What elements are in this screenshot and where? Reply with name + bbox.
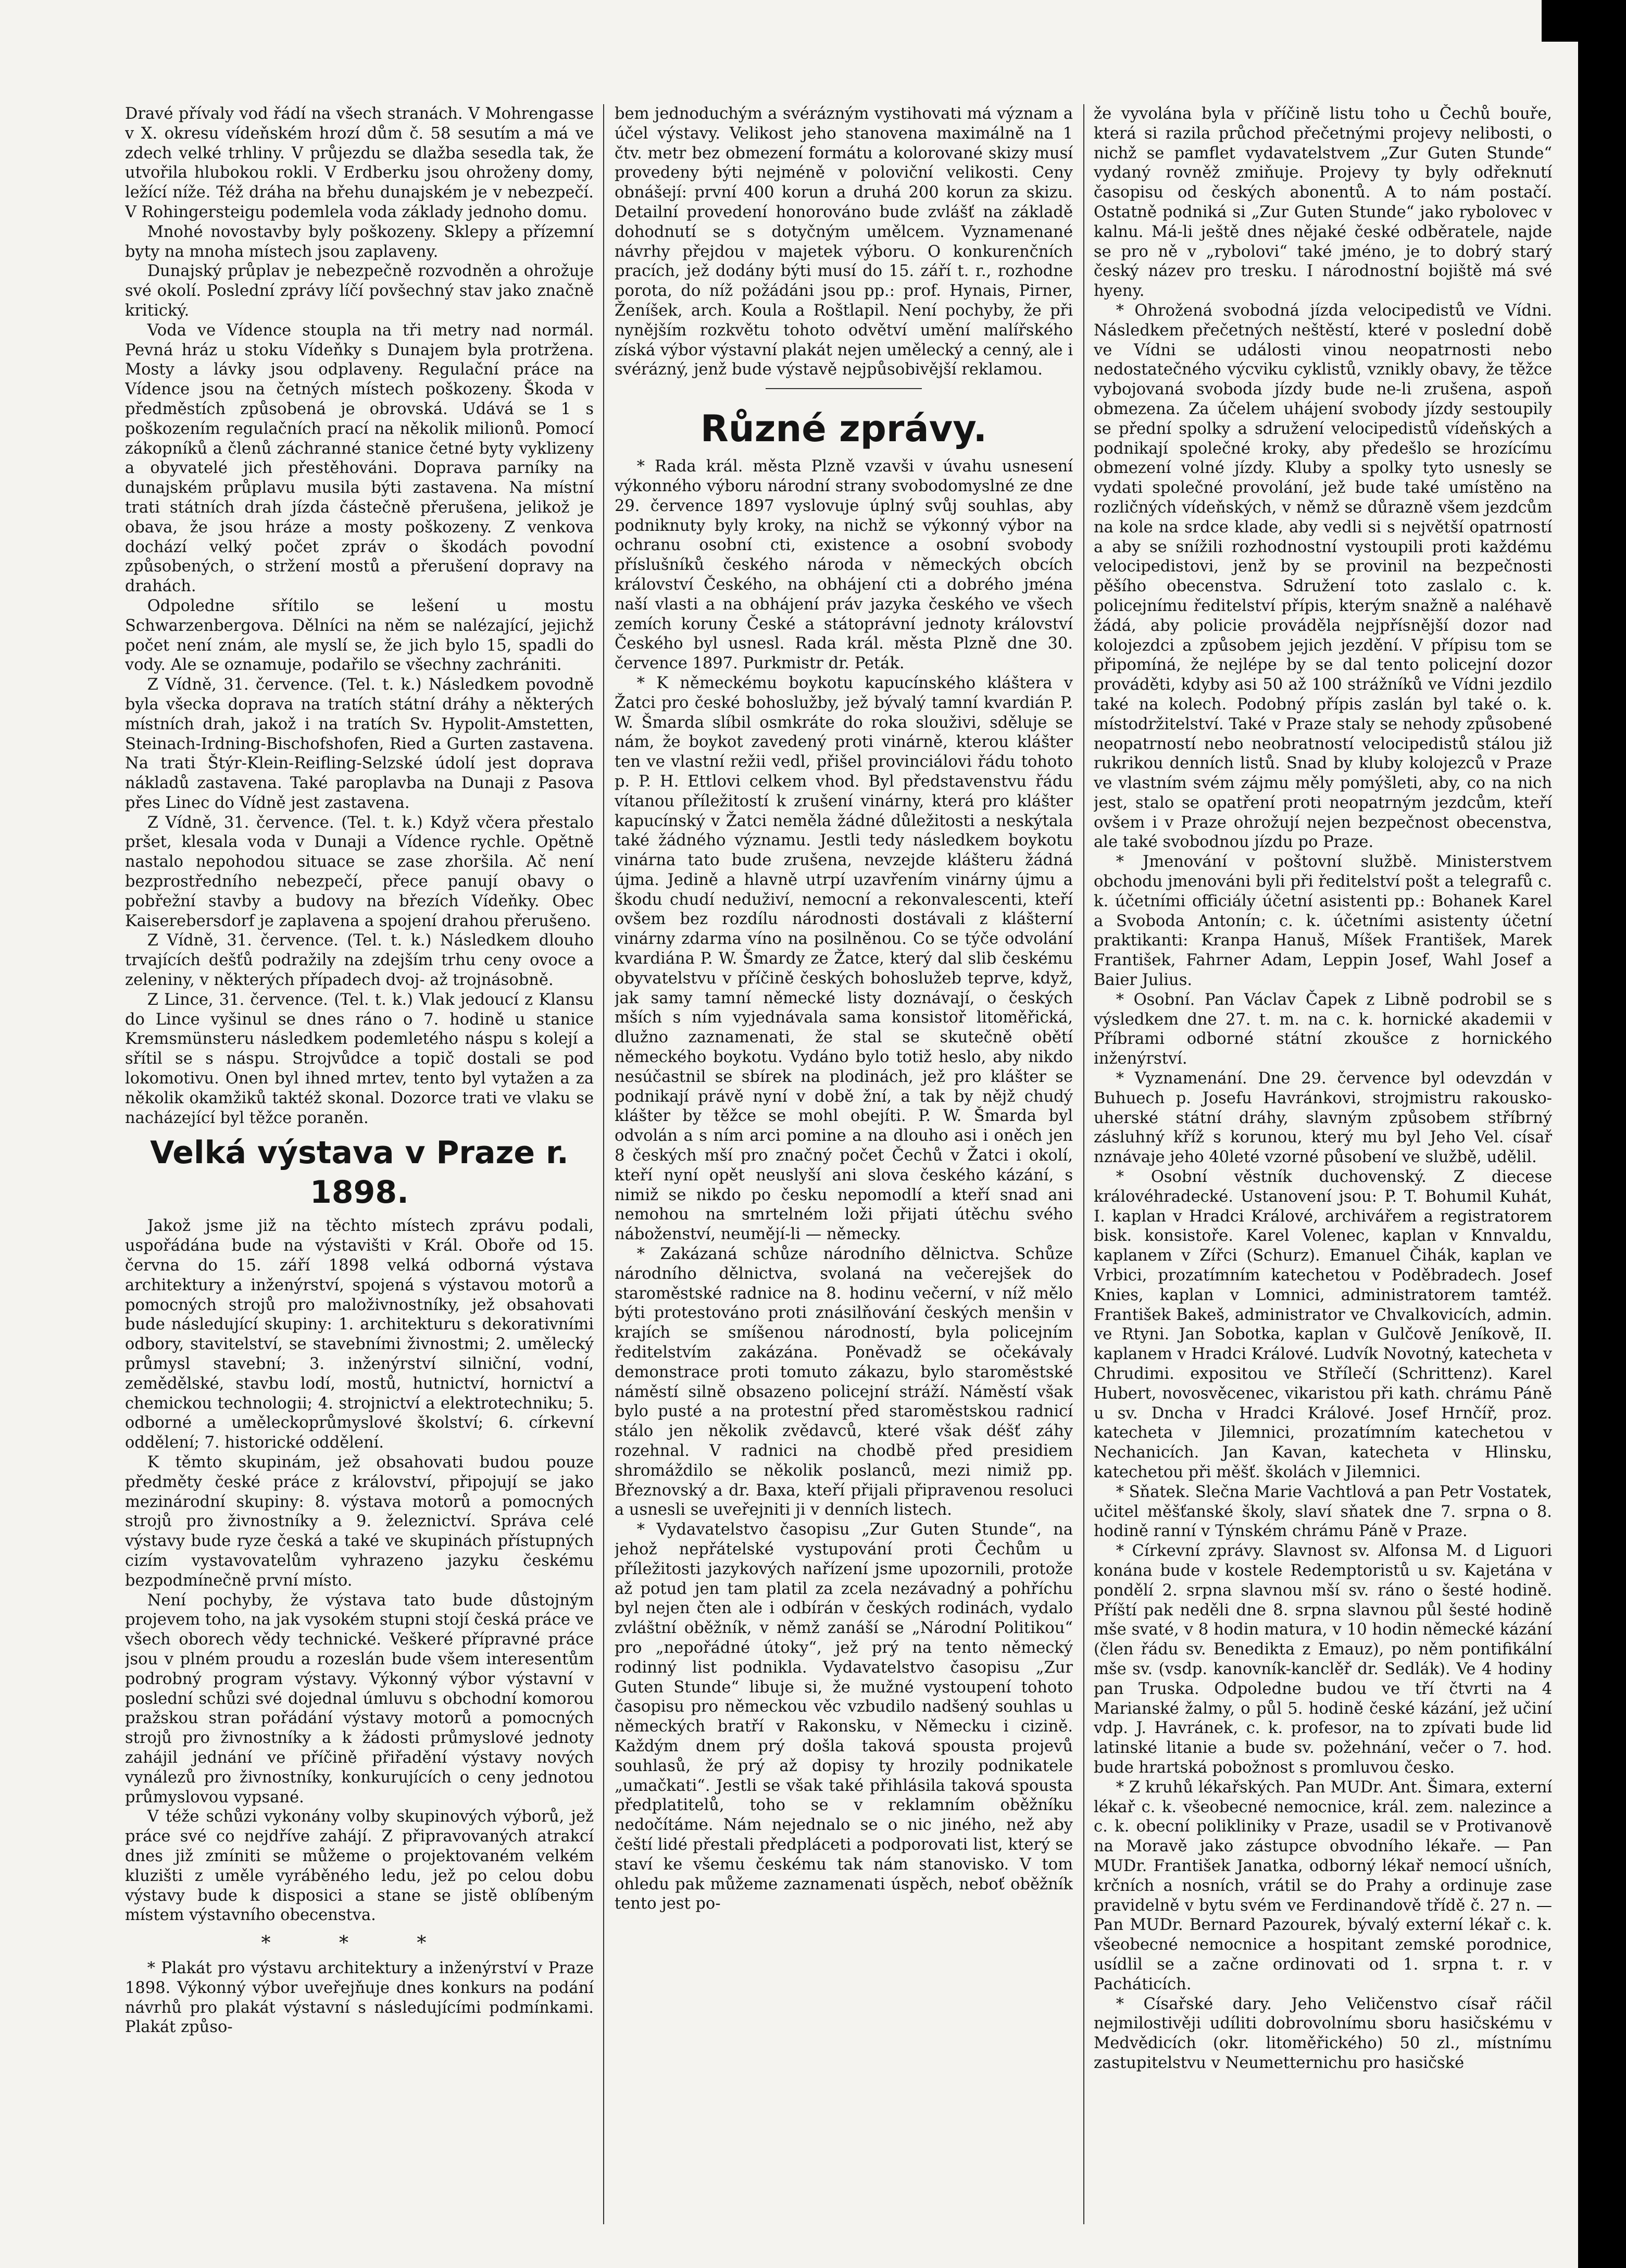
news-item: * Jmenování v poštovní službě. Ministerstvem obchodu jmenováni byli při ředitelství pošt a telegrafů c. k. účetními officiály účetní asistenti pp.: Bohanek Karel a Svoboda Antonín; c. k. účetními asistenty účetní praktikanti: Kranpa Hanuš, Míšek František, Marek František, Fahrner Adam, Leppin Josef, Wahl Josef a Baier Julius.: [1094, 853, 1552, 990]
article-paragraph: Mnohé novostavby byly poškozeny. Sklepy a přízemní byty na mnoha místech jsou zaplaveny.: [125, 222, 594, 261]
article-paragraph: * Plakát pro výstavu architektury a inženýrství v Praze 1898. Výkonný výbor uveřejňuje dnes konkurs na podání návrhů pro plakát výstavní s následujícími podmínkami. Plakát způso-: [125, 1959, 594, 2037]
article-paragraph: Z Vídně, 31. července. (Tel. t. k.) Když včera přestalo pršet, klesala voda v Dunaji a Vídence rychle. Opětně nastalo nepohodou situace se zase zhoršila. Ač není bezprostředního nebezpečí, přece panují obavy o pobřežní stavby a budovy na březích Vídeňky. Obec Kaiserebersdorf je zaplavena a spojení drahou přerušeno.: [125, 813, 594, 930]
article-paragraph: Dravé přívaly vod řádí na všech stranách. V Mohrengasse v X. okresu vídeňském hrozí dům č. 58 sesutím a má ve zdech velké trhliny. V průjezdu se dlažba sesedla tak, že utvořila hlubokou rokli. V Erdberku jsou ohroženy domy, ležící níže. Též dráha na břehu dunajském je v nebezpečí. V Rohingersteigu podemlela voda základy jednoho domu.: [125, 105, 594, 221]
article-paragraph: Jakož jsme již na těchto místech zprávu podali, uspořádána bude na výstavišti v Král. Oboře od 15. června do 15. září 1898 velká odborná výstava architektury a inženýrství, spojená s výstavou motorů a pomocných strojů pro maloživnostníky, jež obsahovati bude následující skupiny: 1. architekturu s dekorativními odbory, stavitelství, se stavebními živnostmi; 2. umělecký průmysl stavební; 3. inženýrství silniční, vodní, zemědělské, stavbu lodí, mostů, hutnictví, hornictví a chemickou technologii; 4. strojnictví a elektrotechniku; 5. odborné a uměleckoprůmyslové školství; 6. církevní oddělení; 7. historické oddělení.: [125, 1217, 594, 1452]
section-heading-news: Různé zprávy.: [700, 407, 987, 451]
article-paragraph: K těmto skupinám, jež obsahovati budou pouze předměty české práce z království, připojují se jako mezinárodní skupiny: 8. výstava motorů a pomocných strojů pro živnostníky a 9. železnictví. Správa celé výstavy bude ryze česká a také ve skupinách přístupných cizím vystavovatelům vyhrazeno jazyku českému bezpodmínečně první místo.: [125, 1453, 594, 1590]
news-item: že vyvolána byla v příčině listu toho u Čechů bouře, která si razila průchod přečetnými projevy nelibosti, o nichž se pamflet vydavatelstvem „Zur Guten Stunde“ vydaný rovněž zmiňuje. Projevy ty byly odřeknutí časopisu od českých abonentů. A to nám postačí. Ostatně podniká si „Zur Guten Stunde“ jako rybolovec v kalnu. Má-li ještě dnes nějaké české odběratele, najde se pro ně v „rybolovi“ také jméno, je to dobrý starý český název pro tresku. I národnostní bojiště má své hyeny.: [1094, 105, 1552, 301]
news-item: * Vyznamenání. Dne 29. července byl odevzdán v Buhuech p. Josefu Havránkovi, strojmistru rakousko-uherské státní dráhy, slavným způsobem stříbrný zásluhný kříž s korunou, který mu byl Jeho Vel. císař nznávaje jeho 40leté vzorné působení ve službě, udělil.: [1094, 1069, 1552, 1167]
article-paragraph: Odpoledne sřítilo se lešení u mostu Schwarzenbergova. Dělníci na něm se nalézající, jejichž počet není znám, ale myslí se, že jich bylo 15, spadli do vody. Ale se oznamuje, podařilo se všechny zachrániti.: [125, 596, 594, 675]
article-paragraph: Z Vídně, 31. července. (Tel. t. k.) Následkem dlouho trvajících dešťů podražily na zdejším trhu ceny ovoce a zeleniny, v některých případech dvoj- až trojnásobně.: [125, 931, 594, 990]
news-item: * Zakázaná schůze národního dělnictva. Schůze národního dělnictva, svolaná na večerejšek do staroměstské radnice na 8. hodinu večerní, v níž mělo býti protestováno proti znásilňování českých menšin v krajích se smíšenou národností, byla policejním ředitelstvím zakázána. Poněvadž se očekávaly demonstrace proti tomuto zákazu, bylo staroměstské náměstí silně obsazeno policejní stráží. Náměstí však bylo pusté a na protestní před staroměstskou radnicí stálo jen několik zvědavců, které však déšť záhy rozehnal. V radnici na chodbě před presidiem shromáždilo se několik poslanců, mezi nimiž pp. Březnovský a dr. Baxa, kteří přijali připravenou resoluci a usnesli se uveřejniti ji v denních listech.: [615, 1245, 1073, 1519]
article-paragraph: Z Vídně, 31. července. (Tel. t. k.) Následkem povodně byla všecka doprava na tratích státní dráhy a některých místních drah, jakož i na tratích Sv. Hypolit-Amstetten, Steinach-Irdning-Bischofshofen, Ried a Gurten zastavena. Na trati Štýr-Klein-Reifling-Selzské údolí jest doprava nákladů zastavena. Také paroplavba na Dunaji z Pasova přes Linec do Vídně jest zastavena.: [125, 676, 594, 812]
news-item: * Císařské dary. Jeho Veličenstvo císař ráčil nejmilostivěji udíliti dobrovolnímu sboru hasičskému v Medvědicích (okr. litoměřického) 50 zl., místnímu zastupitelstvu v Neumetternichu pro hasičské: [1094, 1995, 1552, 2072]
article-paragraph: Není pochyby, že výstava tato bude důstojným projevem toho, na jak vysokém stupni stojí česká práce ve všech oborech vědy technické. Veškeré přípravné práce jsou v plném proudu a rozeslán bude všem interesentům podrobný program výstavy. Výkonný výbor výstavní v poslední schůzi své dojednal úmluvu s obchodní komorou pražskou stran pořádání výstavy motorů a pomocných strojů pro živnostníky a k žádosti průmyslové jednoty zahájil jednání ve příčině přiřadění výstavy nových vynálezů pro živnostníky, konkurujících o ceny jednotou průmyslovou vypsané.: [125, 1591, 594, 1806]
article-paragraph: Dunajský průplav je nebezpečně rozvodněn a ohrožuje své okolí. Poslední zprávy líčí povšechný stav jako značně kritický.: [125, 262, 594, 320]
news-item: * Církevní zprávy. Slavnost sv. Alfonsa M. d Liguori konána bude v kostele Redemptoristů u sv. Kajetána v pondělí 2. srpna slavnou mší sv. ráno o šesté hodině. Příští pak neděli dne 8. srpna slavnou půl šesté hodině mše svaté, v 8 hodin matura, v 10 hodin německé kázání (člen řádu sv. Benedikta z Emauz), po něm pontifikální mše sv. (vsdp. kanovník-kanclěř dr. Sedlák). Ve 4 hodiny pan Truska. Odpoledne budou ve tří čtvrti na 4 Marianské žalmy, o půl 5. hodině české kázání, jež učiní vdp. J. Havránek, c. k. profesor, na to zpívati bude lid latinské litanie a bude sv. požehnání, večer o 7. hod. bude hrartská pobožnost s promluvou česko.: [1094, 1542, 1552, 1777]
article-paragraph: Z Lince, 31. července. (Tel. t. k.) Vlak jedoucí z Klansu do Lince vyšinul se dnes ráno o 7. hodině u stanice Kremsmünsteru následkem podemletého náspu s kolejí a sřítil se s náspu. Strojvůdce a topič dostali se pod lokomotivu. Onen byl ihned mrtev, tento byl vytažen a za několik okamžiků taktéž skonal. Dozorce trati ve vlaku se nacházející byl těžce poraněn.: [125, 990, 594, 1127]
column-middle: [615, 104, 1073, 2229]
column-rule-1: [603, 104, 604, 2224]
news-item: * Ohrožená svobodná jízda velocipedistů ve Vídni. Následkem přečetných neštěstí, které v poslední době ve Vídni se události vinou neopatrnosti nebo nedostatečného výcviku cyklistů, vznikly obavy, že těžce vybojovaná svoboda jízdy bude ne-li zrušena, aspoň obmezena. Za účelem uhájení svobody jízdy sestoupily se přední spolky a sdružení velocipedistů vídeňských a podnikají společné kroky, aby předešlo se hrozícímu obmezení volné jízdy. Kluby a spolky tyto usnesly se vydati společné provolání, jež bude také umístěno na rozličných vídeňských, v němž se důrazně všem jezdcům na kole na srdce klade, aby vedli si s největší opatrností a aby se snížili rozhodnostní vystoupili proti každému velocipedistovi, jenž by se provinil na bezpečnosti pěšího obecenstva. Sdružení toto zaslalo c. k. policejnímu ředitelství přípis, kterým snažně a naléhavě žádá, aby policie prováděla nejpřísnější dozor nad kolojezdci a způsobem jejich jezdění. V přípisu tom se připomíná, že nejlépe by se dal tento policejní dozor prováděti, kdyby asi 50 až 100 strážníků ve Vídni jezdilo také na kolech. Podobný přípis zaslán byl také o. k. místodržitelství. Také v Praze staly se nehody způsobené neopatrností nebo neobratností velocipedistů stálou již rukrikou denních listů. Snad by kluby kolojezců v Praze ve vlastním svém zájmu měly pomýšleti, aby, co na nich jest, stalo se opatření proti neopatrným jezdcům, kteří ovšem i v Praze ohrožují nejen bezpečnost obecenstva, ale také svobodnou jízdu po Praze.: [1094, 301, 1552, 852]
article-paragraph: V téže schůzi vykonány volby skupinových výborů, jež práce své co nejdříve zahájí. Z připravovaných atrakcí dnes již zmíniti se můžeme o projektovaném velkém kluzišti z uměle vyráběného ledu, jež po celou dobu výstavy bude k disposici a stane se jistě oblíbeným místem výstavního obecenstva.: [125, 1808, 594, 1925]
news-item: * Sňatek. Slečna Marie Vachtlová a pan Petr Vostatek, učitel měšťanské školy, slaví sňatek dne 7. srpna o 8. hodině ranní v Týnském chrámu Páně v Praze.: [1094, 1482, 1552, 1541]
news-item: * Osobní věstník duchovenský. Z diecese královéhradecké. Ustanovení jsou: P. T. Bohumil Kuhát, I. kaplan v Hradci Králové, archivářem a registratorem bisk. konsistoře. Karel Volenec, kaplan v Knnvaldu, kaplanem v Zířci (Schurz). Emanuel Čihák, kaplan ve Vrbici, prozatímním katechetou v Poděbradech. Josef Knies, kaplan v Lomnici, administratorem tamtéž. František Bakeš, administrator ve Chvalkovicích, admin. ve Rtyni. Jan Sobotka, kaplan v Gulčově Jeníkově, II. kaplanem v Hradci Králové. Ludvík Novotný, katecheta v Chrudimi. expositou ve Střílečí (Schrittenz). Karel Hubert, novosvěcenec, vikaristou při kath. chrámu Páně u sv. Dncha v Hradci Králové. Josef Hrnčíř, proz. katecheta v Jilemnici, prozatímním katechetou v Nechanicích. Jan Kavan, katecheta v Hlinsku, katechetou při měšť. školách v Jilemnici.: [1094, 1168, 1552, 1481]
section-divider-rule: [766, 388, 922, 389]
article-paragraph: bem jednoduchým a svérázným vystihovati má význam a účel výstavy. Velikost jeho stanovena maximálně na 1 čtv. metr bez obmezení formátu a kolorované skizy musí provedeny býti nejméně v poloviční velikosti. Ceny obnášejí: první 400 korun a druhá 200 korun za skizu. Detailní provedení honorováno bude zvlášť na základě dohodnutí se s dotyčným umělcem. Vyznamenané návrhy přejdou v majetek výboru. O konkurenčních pracích, jež dodány býti musí do 15. září t. r., rozhodne porota, do níž požádáni jsou pp.: prof. Hynais, Pirner, Ženíšek, arch. Koula a Roštlapil. Není pochyby, že při nynějším rozkvětu tohoto odvětví umění malířského získá výbor výstavní plakát nejen umělecký a cenný, ale i svérázný, jenž bude výstavě nejpůsobivější reklamou.: [615, 105, 1073, 379]
news-item: * Rada král. města Plzně vzavši v úvahu usnesení výkonného výboru národní strany svobodomyslné ze dne 29. července 1897 vyslovuje úplný svůj souhlas, aby podniknuty byly kroky, na nichž se výkonný výbor na ochranu osobní cti, existence a osobní svobody příslušníků českého národa v německých obcích království Českého, na obhájení cti a dobrého jména naší vlasti a na obhájení práv jazyka českého ve všech zemích koruny České a státoprávní jednoty království Českého byl usnesl. Rada král. města Plzně dne 30. července 1897. Purkmistr dr. Peták.: [615, 457, 1073, 673]
news-item: * K německému boykotu kapucínského kláštera v Žatci pro české bohoslužby, jež bývalý tamní kvardián P. W. Šmarda slíbil osmkráte do roka slouživi, sděluje se nám, že boykot zavedený proti vinárně, kterou klášter ten ve vlastní režii vedl, přišel provinciálovi řádu tohoto p. P. H. Ettlovi celkem vhod. Byl představenstvu řádu vítanou příležitostí k zrušení vinárny, která pro klášter kapucínský v Žatci neměla žádné důležitosti a neskýtala také žádného významu. Jestli tedy následkem boykotu vinárna tato bude zrušena, nevzejde klášteru žádná újma. Jedině a hlavně utrpí uzavřením vinárny újmu a škodu chudí neduživí, nemocní a rekonvalescenti, kteří ovšem bez rozdílu národnosti dostávali z klášterní vinárny zdarma víno na posilněnou. Co se týče odvolání kvardiána P. W. Šmardy ze Žatce, který dal slib českému obyvatelstvu v příčině českých bohoslužeb teprve, když, jak samy tamní německé listy doznávají, o českých mších s ním vyjednávala sama konsistoř litoměřická, dlužno zaznamenati, že stal se skutečně obětí německého boykotu. Vydáno bylo totiž heslo, aby nikdo nesúčastnil se sbírek na plodinách, jež pro klášter se podnikají právě nyní v době žní, a tak by nějž chudý klášter by těžce se mohl obejíti. P. W. Šmarda byl odvolán a s ním arci pomine a na dlouho asi i oněch jen 8 českých mší pro značný počet Čechů v Žatci i okolí, kteří nyní opět neuslyší ani slova českého kázání, s nimiž se nikdo po česku nepomodlí a kteří snad ani nemohou na smrtelném loži přijati útěchu svého náboženství, neumějí-li — německy.: [615, 674, 1073, 1244]
section-divider-stars: * * *: [261, 1933, 458, 1954]
section-heading-exhibition: Velká výstava v Praze r. 1898.: [150, 1135, 569, 1211]
news-item: * Z kruhů lékařských. Pan MUDr. Ant. Šimara, externí lékař c. k. všeobecné nemocnice, král. zem. nalezince a c. k. obecní polikliniky v Praze, usadil se v Protivanově na Moravě jako zástupce obvodního lékaře. — Pan MUDr. František Janatka, odborný lékař nemocí ušních, krčních a nosních, vrátil se do Prahy a ordinuje zase pravidelně v bytu svém ve Ferdinandově třídě č. 27 n. — Pan MUDr. Bernard Pazourek, bývalý externí lékař c. k. všeobecné nemocnice a hospitant zemské porodnice, usídlil se a začne ordinovati od 1. srpna t. r. v Pacháticích.: [1094, 1778, 1552, 1993]
news-item: * Vydavatelstvo časopisu „Zur Guten Stunde“, na jehož nepřátelské vystupování proti Čechům u příležitosti jazykových nařízení jsme upozornili, protože až potud jen tam platil za zcela nezávadný a pohříchu byl nejen čten ale i odbírán v českých rodinách, vydalo zvláštní oběžník, v němž zanáší se „Národní Politikou“ pro „nepořádné útoky“, jež prý na tento německý rodinný list podnikla. Vydavatelstvo časopisu „Zur Guten Stunde“ libuje si, že mužné vystoupení tohoto časopisu pro německou věc vzbudilo nadšený souhlas u německých bratří v Rakonsku, v Německu i cizině. Každým dnem prý došla taková spousta projevů souhlasů, že prý až dopisy ty hrozily podnikatele „umačkati“. Jestli se však také přihlásila taková spousta předplatitelů, toho se v reklamním oběžníku nedočítáme. Nám nejednalo se o nic jiného, než aby čeští lidé přestali předpláceti a podporovati list, který se staví ke všemu českému tak nám stanovisko. V tom ohledu pak můžeme zaznamenati úspěch, neboť oběžník tento jest po-: [615, 1521, 1073, 1913]
scan-edge-right: [1578, 0, 1626, 2268]
column-right: [1094, 104, 1552, 2229]
news-item: * Osobní. Pan Václav Čapek z Libně podrobil se s výsledkem dne 27. t. m. na c. k. hornické akademii v Příbrami odborné státní zkoušce z hornického inženýrství.: [1094, 990, 1552, 1068]
column-left: [125, 104, 594, 2229]
column-rule-2: [1083, 104, 1084, 2224]
article-paragraph: Voda ve Vídence stoupla na tři metry nad normál. Pevná hráz u stoku Vídeňky s Dunajem byla protržena. Mosty a lávky jsou odplaveny. Regulační práce na Vídence jsou na četných místech poškozeny. Škoda v předměstích způsobená je obrovská. Udává se 1 s poškozením regulačních prací na několik milionů. Pomocí zákopníků a členů záchranné stanice četné byty vyklizeny a obyvatelé jich přestěhováni. Doprava parníky na dunajském průplavu musila býti zastavena. Na místní trati státních drah jízda částečně přerušena, jelikož je obava, že jsou hráze a mosty poškozeny. Z venkova dochází velký počet zpráv o škodách povodní způsobených, o stržení mostů a přerušení dopravy na drahách.: [125, 321, 594, 596]
